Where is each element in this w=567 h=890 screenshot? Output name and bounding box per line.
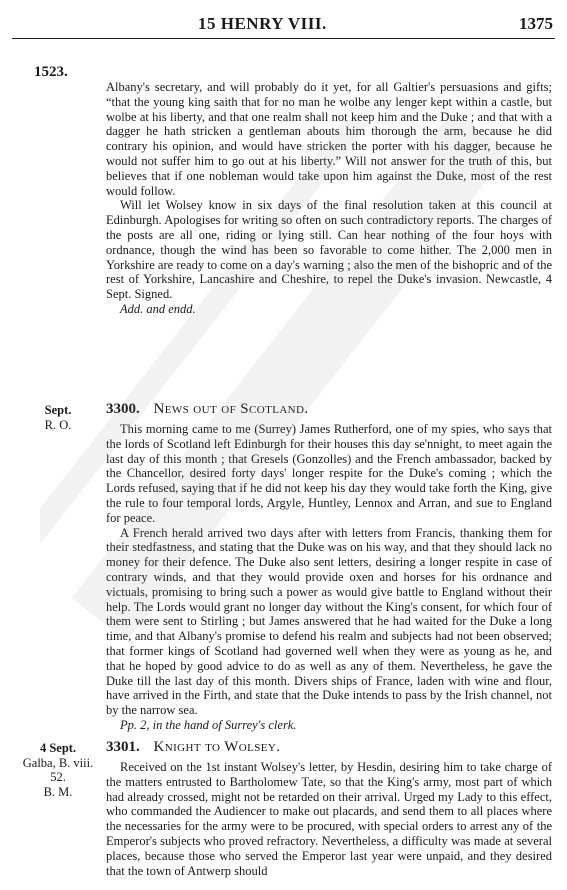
entry-number: 3301. — [106, 739, 140, 755]
entry-body — [106, 760, 552, 878]
header-rule — [12, 38, 555, 39]
page-number: 1375 — [519, 14, 553, 33]
paragraph: A French herald arrived two days after with letters from Francis, thanking them for their stedfastness, and stating that the Duke was on his way, and that they should lack no money for their defence. The Duke also sent letters, desiring a longer respite in case of contrary winds, and that they would provide oxen and horses for his ordnance and victuals, promising to bring such a power as would give battle to England without their help. The Lords would grant no longer day without the King's consent, for which four of them were sent to Stirling ; but James answered that he had waited for the Duke a long time, and that Albany's promise to defend his realm and subjects had not been observed; that former kings of Scotland had governed well when they were as young as he, and that he hoped by good advice to do as well as any of them. Nevertheless, he gave the Duke till the last day of this month. Divers ships of France, laden with wine and flour, have arrived in the Firth, and state that the Duke intends to pass by the Irish channel, not by the narrow sea. — [106, 525, 552, 718]
paragraph: Albany's secretary, and will probably do it yet, for all Galtier's persuasions and gifts; “that the young king saith that for no man he wolbe any lenger kept within a castle, but wolbe at his liberty, and that one realm shall not keep him and the Duke ; and that with a dagger he hath stricken a gentleman abouts him thorough the arm, because he did contrary his opinion, and would have stricken the porter with his dagger, because he would not suffer him to go out at his liberty.” Will not answer for the truth of this, but believes that if one nobleman would take upon him against the Duke, most of the rest would follow. — [106, 80, 552, 198]
entry-margin — [22, 741, 94, 799]
endorsement-note: Add. and endd. — [120, 301, 196, 316]
paragraph: Received on the 1st instant Wolsey's letter, by Hesdin, desiring him to take charge of the matters entrusted to Bartholomew Tate, so that the King's army, most part of which had already crossed, might not be retarded on their arrival. Urged my Lady to this effect, who commanded the Audiencer to make out placards, and send them to all places where the necessaries for the army were to be procured, with special orders to arrest any of the Emperor's subjects who proved refractory. Nevertheless, a difficulty was made at several places, because those who served the Emperor last year were unpaid, and they desired that the town of Antwerp should — [106, 760, 552, 878]
paragraph: Will let Wolsey know in six days of the final resolution taken at this council at Edinburgh. Apologises for writing so often on such contradictory reports. The charges of the posts are all one, riding or lying still. Can hear nothing of the four hoys with ordnance, though the wind has been so favorable to come hither. The 2,000 men in Yorkshire are ready to come on a day's warning ; also the men of the bishopric and of the rest of Yorkshire, Lancashire and Cheshire, to repel the Duke's invasion. Newcastle, 4 Sept. Signed. — [106, 198, 552, 302]
entry-margin — [22, 403, 94, 432]
entry-heading — [106, 739, 280, 756]
entry-heading — [106, 401, 309, 418]
entry-title: Knight to Wolsey. — [153, 739, 281, 755]
margin-date: 4 Sept. — [39, 741, 77, 755]
margin-source: B. M. — [43, 784, 73, 799]
margin-source: R. O. — [44, 417, 72, 432]
margin-date: Sept. — [44, 403, 72, 417]
entry-body — [106, 422, 552, 733]
margin-source: 52. — [50, 770, 66, 784]
endorsement-note: Pp. 2, in the hand of Surrey's clerk. — [120, 717, 297, 732]
continued-entry-body — [106, 80, 552, 317]
page-header — [0, 0, 567, 40]
entry-number: 3300. — [106, 401, 140, 417]
entry-title: News out of Scotland. — [153, 401, 309, 417]
margin-source: Galba, B. viii. — [22, 755, 94, 770]
year-marker: 1523. — [34, 64, 68, 80]
running-title: 15 HENRY VIII. — [198, 14, 327, 33]
paragraph: This morning came to me (Surrey) James Rutherford, one of my spies, who says that the lords of Scotland left Edinburgh for their houses this day se'nnight, to meet again the last day of this month ; that Gresels (Gonzolles) and the French ambassador, backed by the Chancellor, desired forty days' longer respite for the Duke's coming ; which the Lords refused, saying that if he did not keep his day they would take forth the King, give the rule to four temporal lords, Argyle, Huntley, Lennox and Arran, and sue to England for peace. — [106, 422, 552, 525]
